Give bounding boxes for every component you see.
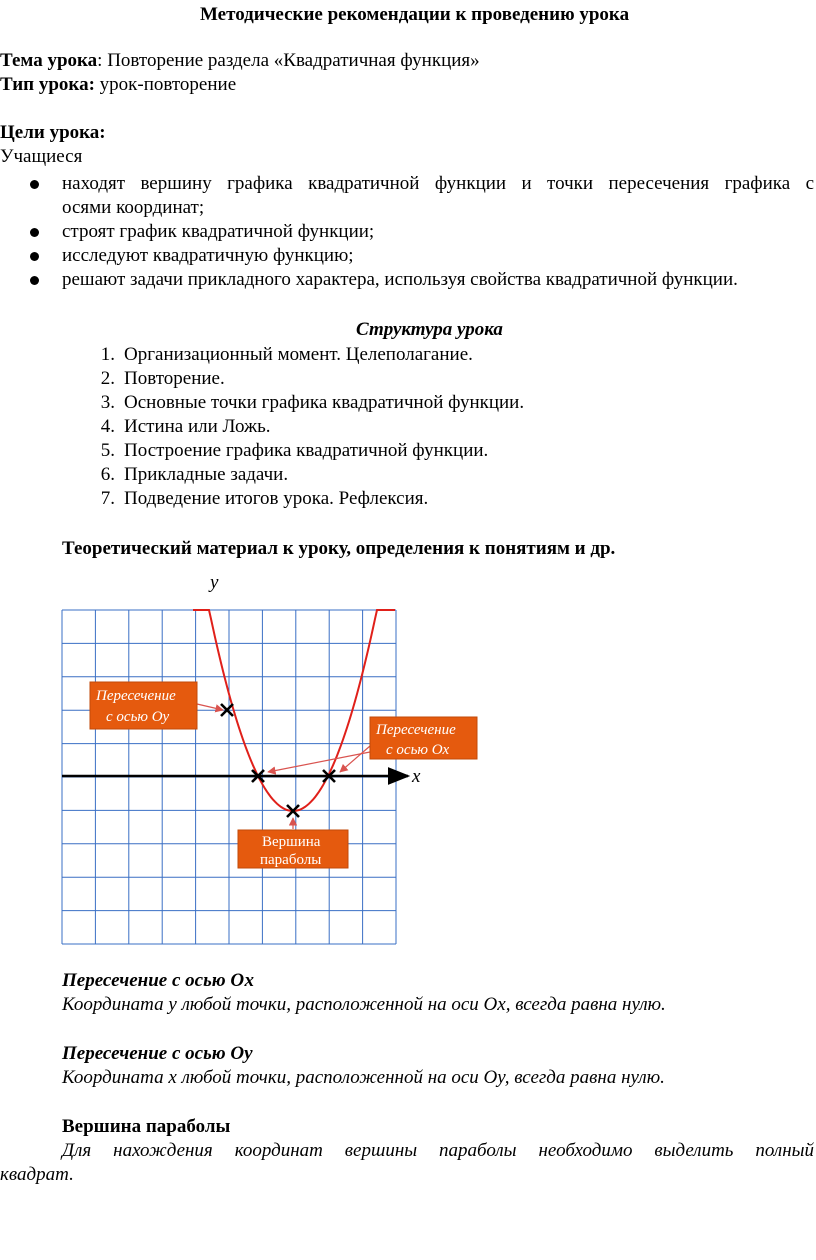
point-markers	[221, 704, 335, 817]
section-vertex-text-line2: квадрат.	[0, 1164, 74, 1185]
section-vertex-heading: Вершина параболы	[62, 1116, 231, 1137]
callout-ox-arrow-right	[340, 746, 370, 772]
structure-item: Построение графика квадратичной функции.	[124, 440, 489, 461]
callout-ox-line2: с осью Ох	[386, 742, 450, 758]
section-oy-text: Координата х любой точки, расположенной на оси Оу, всегда равна нулю.	[62, 1067, 665, 1088]
callout-vertex-line1: Вершина	[262, 834, 321, 850]
structure-item-number: 4.	[100, 416, 115, 437]
structure-item: Организационный момент. Целеполагание.	[124, 344, 473, 365]
structure-item: Подведение итогов урока. Рефлексия.	[124, 488, 429, 509]
structure-item-number: 6.	[100, 464, 115, 485]
structure-item: Истина или Ложь.	[124, 416, 271, 437]
lesson-type-label: Тип урока:	[0, 74, 95, 95]
goal-item-1-line1: находят вершину графика квадратичной функции и точки пересечения графика с	[62, 173, 814, 194]
structure-item: Основные точки графика квадратичной функции.	[124, 392, 525, 413]
structure-item-number: 1.	[100, 344, 115, 365]
structure-item-number: 3.	[100, 392, 115, 413]
section-ox-text: Координата у любой точки, расположенной на оси Ох, всегда равна нулю.	[62, 994, 666, 1015]
lesson-topic-label: Тема урока	[0, 50, 98, 71]
callout-oy-arrow	[197, 704, 223, 710]
goal-item-1-line2: осями координат;	[62, 197, 205, 218]
x-axis-label: x	[412, 766, 421, 787]
callout-oy-line1: Пересечение	[96, 688, 176, 704]
lesson-type-value: урок-повторение	[94, 74, 237, 95]
page-title: Методические рекомендации к проведению урока	[200, 4, 630, 25]
callout-ox-line1: Пересечение	[376, 722, 456, 738]
structure-heading: Структура урока	[356, 319, 503, 340]
structure-item: Прикладные задачи.	[124, 464, 289, 485]
section-oy-heading: Пересечение с осью Оу	[62, 1043, 253, 1064]
goals-intro: Учащиеся	[0, 146, 83, 167]
structure-item-number: 7.	[100, 488, 115, 509]
goal-item-4: решают задачи прикладного характера, используя свойства квадратичной функции.	[62, 269, 738, 290]
goal-item-2: строят график квадратичной функции;	[62, 221, 375, 242]
structure-item-number: 2.	[100, 368, 115, 389]
lesson-topic-value: : Повторение раздела «Квадратичная функция»	[97, 50, 480, 71]
y-axis-label: y	[210, 572, 219, 593]
callout-ox-arrow-left	[268, 752, 370, 772]
section-vertex-text-line1: Для нахождения координат вершины параболы необходимо выделить полный	[62, 1140, 814, 1161]
structure-item-number: 5.	[100, 440, 115, 461]
callout-vertex-line2: параболы	[260, 852, 322, 868]
structure-item: Повторение.	[124, 368, 225, 389]
section-ox-heading: Пересечение с осью Ох	[62, 970, 254, 991]
goals-heading: Цели урока:	[0, 122, 106, 143]
theory-heading: Теоретический материал к уроку, определения к понятиям и др.	[62, 538, 616, 559]
callout-oy-line2: с осью Оу	[106, 709, 170, 725]
goal-item-3: исследуют квадратичную функцию;	[62, 245, 354, 266]
